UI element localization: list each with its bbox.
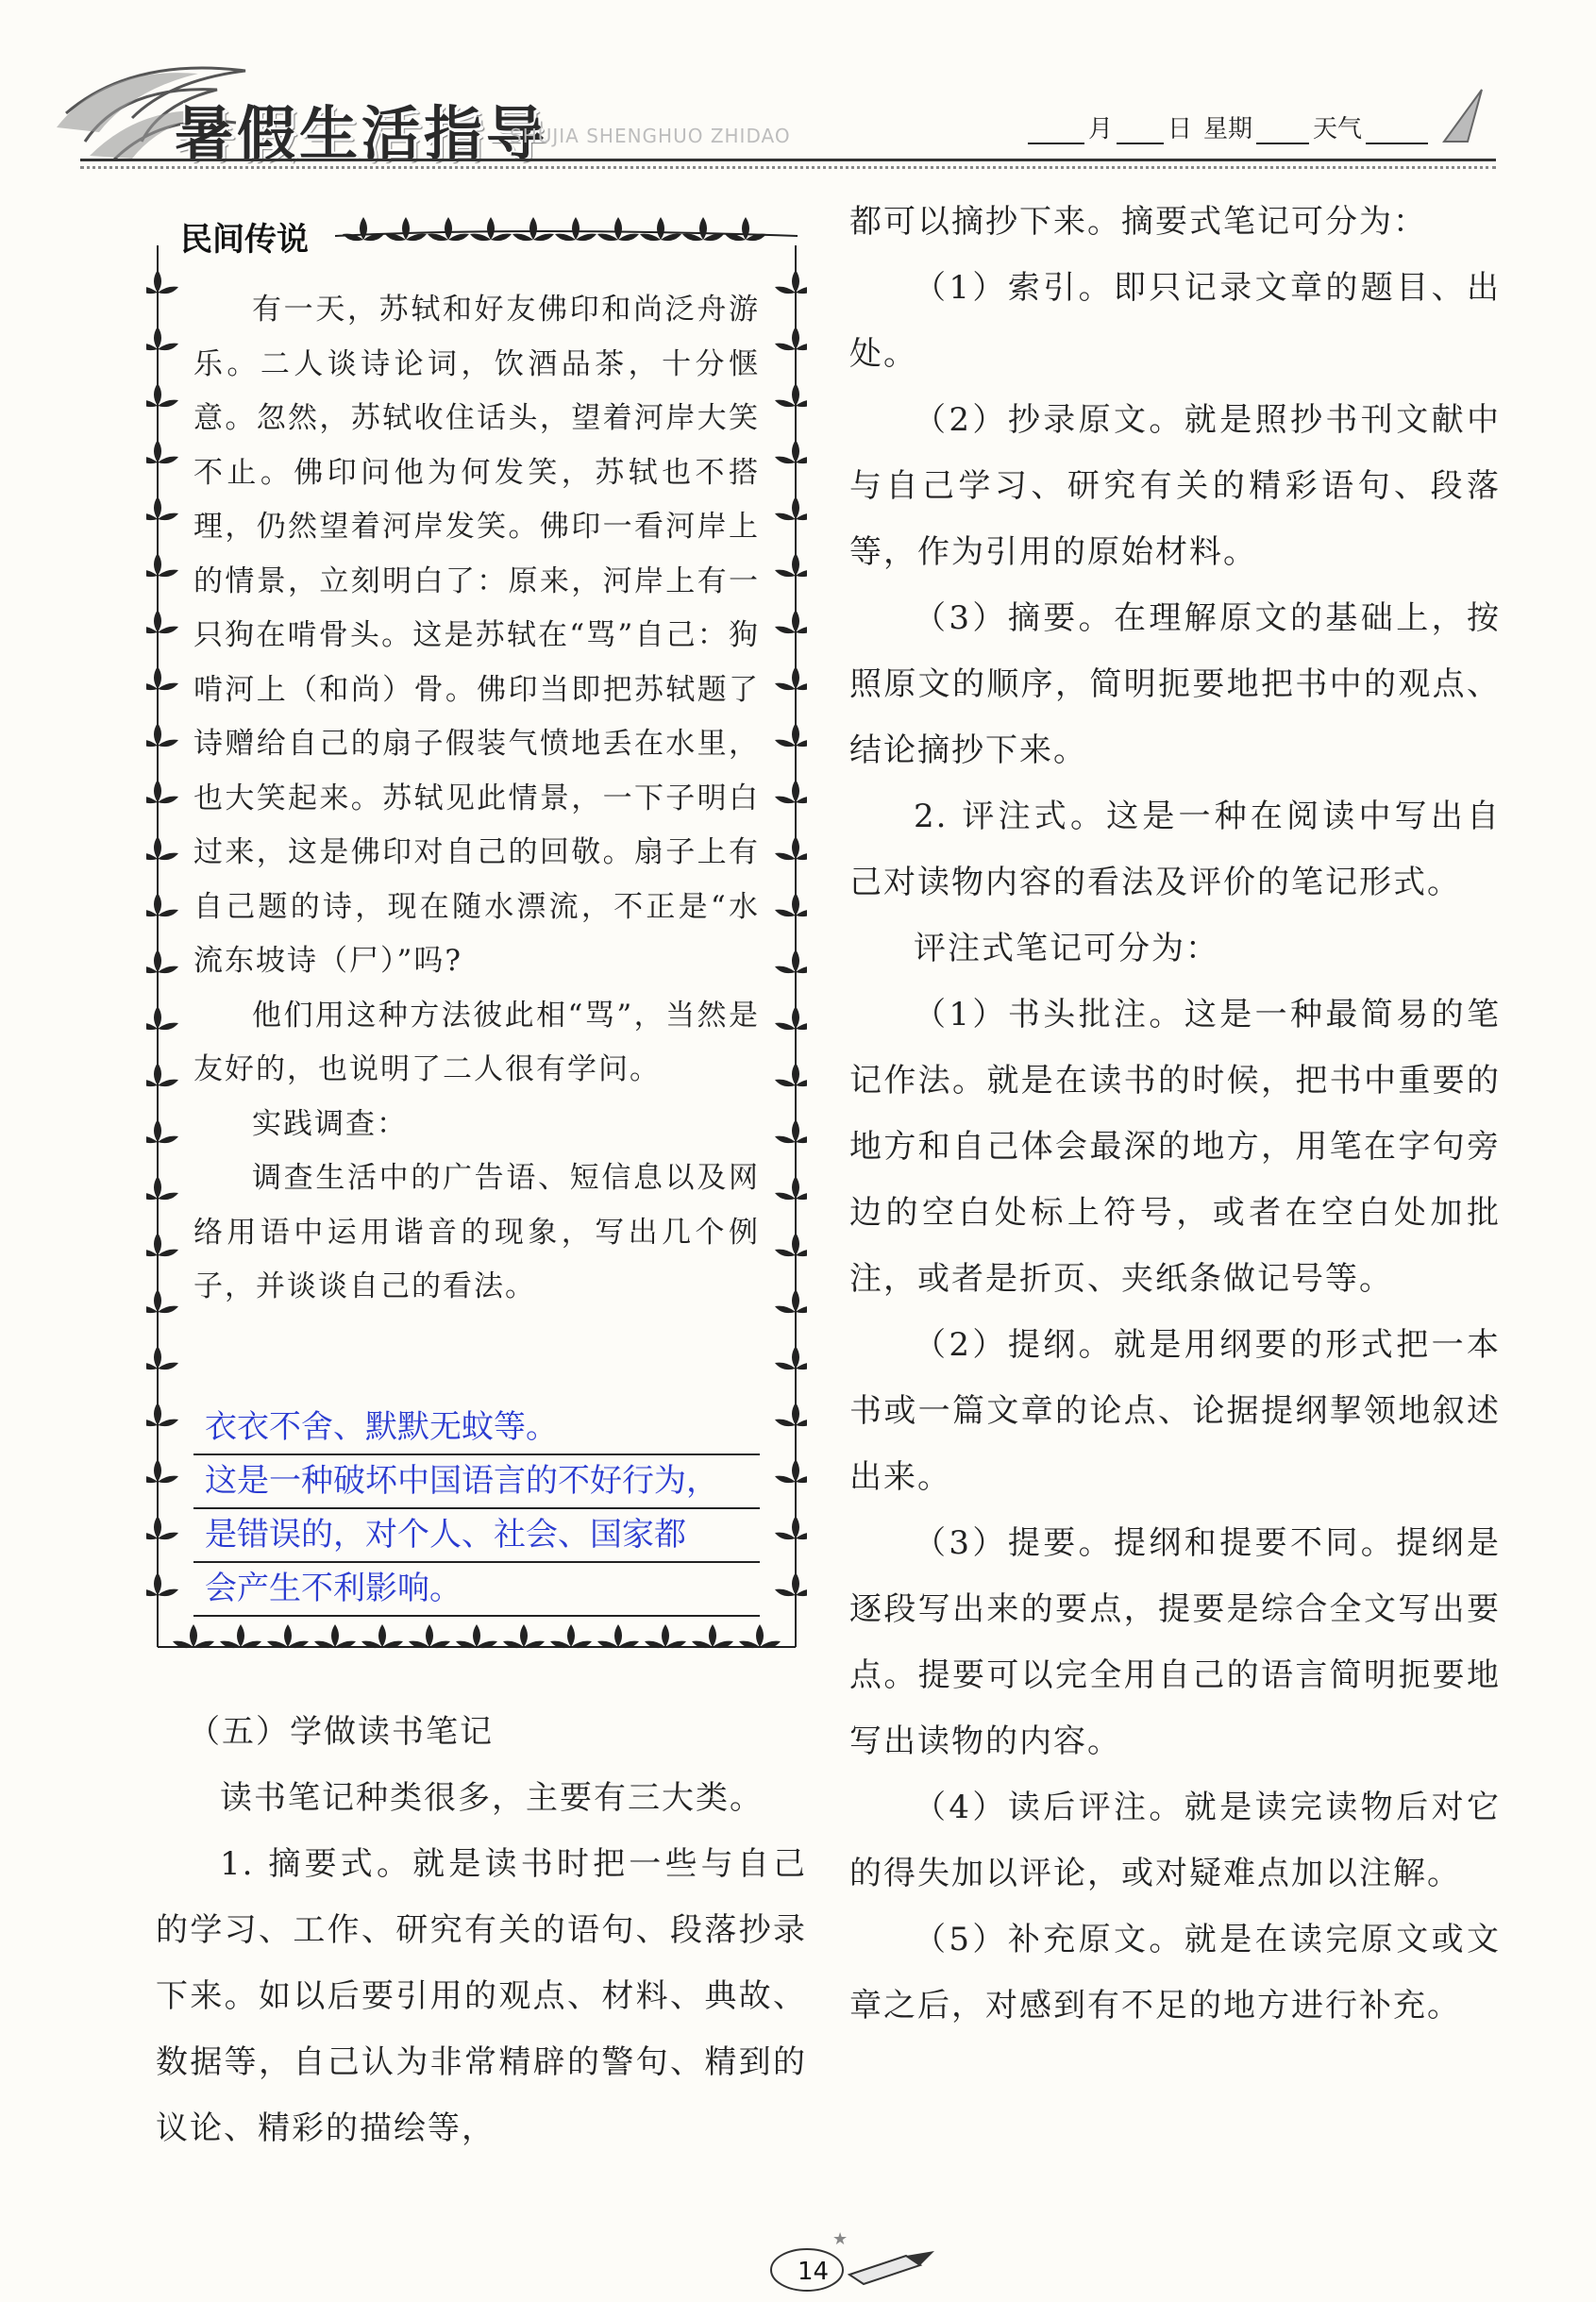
body-paragraph: 都可以摘抄下来。摘要式笔记可分为： (849, 203, 1427, 241)
day-blank (1117, 120, 1164, 144)
body-paragraph: （3）摘要。在理解原文的基础上，按照原文的顺序，简明扼要地把书中的观点、结论摘抄下来。 (849, 599, 1501, 769)
answer-line: 这是一种破坏中国语言的不好行为， (193, 1455, 760, 1509)
header-title: 暑假生活指导 (175, 99, 549, 168)
folk-legend-text (193, 283, 760, 1315)
folk-legend-label: 民间传说 (173, 213, 316, 260)
body-paragraph: （5）补充原文。就是在读完原文或文章之后，对感到有不足的地方进行补充。 (849, 1921, 1501, 2025)
body-paragraph: （1）书头批注。这是一种最简易的笔记作法。就是在读书的时候，把书中重要的地方和自己体会最深的地方，用笔在字句旁边的空白处标上符号，或者在空白处加批注，或者是折页、夹纸条做记号等。 (849, 996, 1501, 1298)
weekday-blank (1256, 120, 1309, 144)
header-pinyin: SHUJIA SHENGHUO ZHIDAO (510, 125, 791, 147)
body-paragraph: 读书笔记种类很多，主要有三大类。 (220, 1779, 764, 1817)
month-blank (1028, 120, 1084, 144)
weather-label: 天气 (1313, 115, 1363, 143)
answer-line: 会产生不利影响。 (193, 1563, 760, 1617)
body-paragraph: （2）抄录原文。就是照抄书刊文献中与自己学习、研究有关的精彩语句、段落等，作为引用的原始材料。 (849, 401, 1501, 571)
body-paragraph: （4）读后评注。就是读完读物后对它的得失加以评论，或对疑难点加以注解。 (849, 1789, 1501, 1892)
practice-heading: 实践调查： (252, 1106, 408, 1141)
weekday-label: 星期 (1203, 115, 1253, 143)
body-paragraph: （1）索引。即只记录文章的题目、出处。 (849, 269, 1501, 373)
folk-legend-box (146, 208, 807, 1666)
answer-line: 是错误的，对个人、社会、国家都 (193, 1509, 760, 1563)
svg-text:★: ★ (832, 2229, 848, 2249)
date-weather-fields (1024, 109, 1432, 144)
page-header (0, 0, 1596, 189)
body-paragraph: （3）提要。提纲和提要不同。提纲是逐段写出来的要点，提要是综合全文写出要点。提要可以完全用自己的语言简明扼要地写出读物的内容。 (849, 1524, 1501, 1760)
weather-blank (1366, 120, 1428, 144)
practice-text: 调查生活中的广告语、短信息以及网络用语中运用谐音的现象，写出几个例子，并谈谈自己的看法。 (193, 1161, 760, 1303)
body-paragraph: 评注式笔记可分为： (914, 930, 1219, 967)
header-dotted-rule (80, 166, 1496, 169)
legend-paragraph: 有一天，苏轼和好友佛印和尚泛舟游乐。二人谈诗论词，饮酒品茶，十分惬意。忽然，苏轼收住话头，望着河岸大笑不止。佛印问他为何发笑，苏轼也不搭理，仍然望着河岸发笑。佛印一看河岸上的情景，立刻明白了：原来，河岸上有一只狗在啃骨头。这是苏轼在“骂”自己：狗啃河上（和尚）骨。佛印当即把苏轼题了诗赠给自己的扇子假装气愤地丢在水里，也大笑起来。苏轼见此情景，一下子明白过来，这是佛印对自己的回敬。扇子上有自己题的诗，现在随水漂流，不正是“水流东坡诗（尸）”吗? (193, 293, 760, 978)
body-paragraph: 1. 摘要式。就是读书时把一些与自己的学习、工作、研究有关的语句、段落抄录下来。如以后要引用的观点、材料、典故、数据等，自己认为非常精辟的警句、精到的议论、精彩的描绘等， (156, 1845, 807, 2147)
header-rule (80, 159, 1496, 161)
left-column (156, 1699, 807, 2161)
answer-line: 衣衣不舍、默默无蚊等。 (193, 1402, 760, 1455)
month-label: 月 (1088, 115, 1114, 143)
page-number: 14 (798, 2258, 830, 2286)
body-paragraph: 2. 评注式。这是一种在阅读中写出自己对读物内容的看法及评价的笔记形式。 (849, 798, 1501, 901)
pencil-icon (746, 2227, 953, 2294)
day-label: 日 (1168, 115, 1193, 143)
section-title: （五）学做读书笔记 (188, 1713, 494, 1751)
body-paragraph: （2）提纲。就是用纲要的形式把一本书或一篇文章的论点、论据提纲挈领地叙述出来。 (849, 1326, 1501, 1496)
right-column (849, 189, 1501, 2039)
handwritten-answer (193, 1402, 760, 1617)
legend-paragraph: 他们用这种方法彼此相“骂”，当然是友好的，也说明了二人很有学问。 (193, 998, 760, 1086)
